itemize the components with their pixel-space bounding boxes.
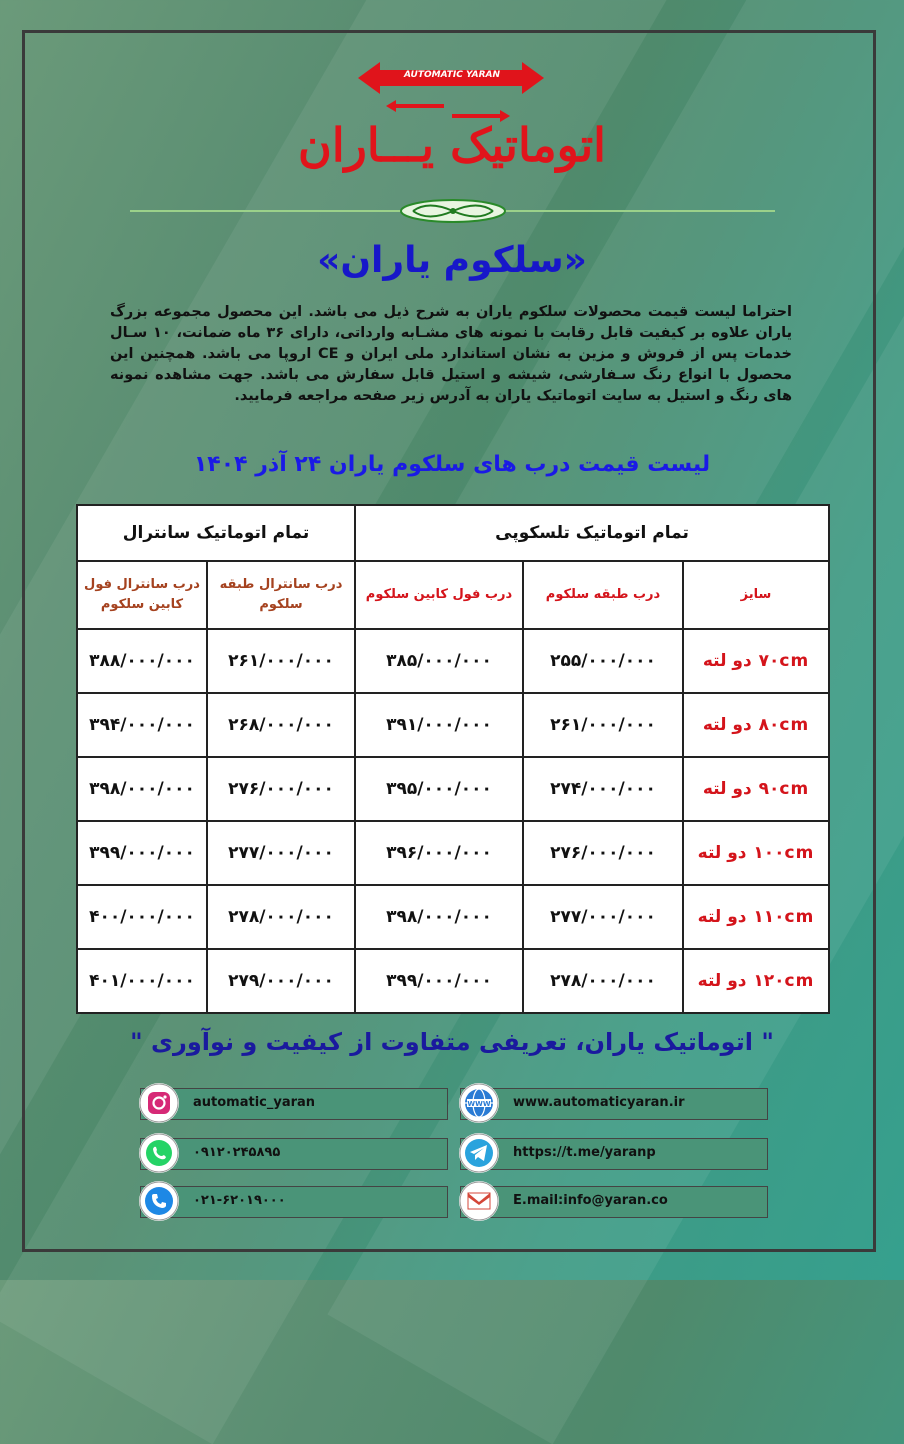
whatsapp-number: ۰۹۱۲۰۲۴۵۸۹۵ xyxy=(193,1145,281,1160)
cell-price: ۳۸۵/۰۰۰/۰۰۰ xyxy=(355,629,523,693)
logo-tag: AUTOMATIC YARAN xyxy=(404,70,500,80)
email-contact[interactable] xyxy=(460,1186,768,1218)
cell-price: ۳۹۵/۰۰۰/۰۰۰ xyxy=(355,757,523,821)
instagram-contact[interactable] xyxy=(140,1088,448,1120)
cell-size: ۱۱۰cm دو لته xyxy=(683,885,829,949)
product-title: «سلکوم یاران» xyxy=(317,240,587,281)
cell-price: ۲۷۸/۰۰۰/۰۰۰ xyxy=(207,885,355,949)
cell-size: ۸۰cm دو لته xyxy=(683,693,829,757)
cell-price: ۲۵۵/۰۰۰/۰۰۰ xyxy=(523,629,683,693)
telegram-icon xyxy=(459,1133,499,1173)
header-tele-cabin: درب فول کابین سلکوم xyxy=(355,561,523,629)
ornament-icon xyxy=(398,198,508,224)
phone-number: ۰۲۱-۶۲۰۱۹۰۰۰ xyxy=(193,1193,286,1208)
table-row xyxy=(77,629,829,693)
header-size: سایز xyxy=(683,561,829,629)
cell-price: ۴۰۰/۰۰۰/۰۰۰ xyxy=(77,885,207,949)
header-tele-floor: درب طبقه سلکوم xyxy=(523,561,683,629)
brand-name: اتوماتیک یـــاران xyxy=(298,118,606,172)
intro-paragraph: احتراما لیست قیمت محصولات سلکوم یاران به شرح ذیل می باشد. این محصول مجموعه بزرگ یاران علاوه بر کیفیت قابل رقابت با نمونه های مشـابه وارداتی، دارای ۳۶ ماه ضمانت، ۱۰ سـال خدمات پس از فروش و مزین به نشان استاندارد ملی ایران و CE اروپا می باشد. همچنین این محصول با انواع رنگ سـفارشی، شیشه و استیل قابل سفارش می باشد. جهت مشاهده نمونه های رنگ و استیل به سایت اتوماتیک یاران به آدرس زیر صفحه مراجعه فرمایید. xyxy=(110,304,793,404)
table-row xyxy=(77,821,829,885)
cell-price: ۳۸۸/۰۰۰/۰۰۰ xyxy=(77,629,207,693)
cell-price: ۲۷۶/۰۰۰/۰۰۰ xyxy=(207,757,355,821)
cell-price: ۲۷۴/۰۰۰/۰۰۰ xyxy=(523,757,683,821)
cell-price: ۳۹۹/۰۰۰/۰۰۰ xyxy=(77,821,207,885)
cell-price: ۲۷۸/۰۰۰/۰۰۰ xyxy=(523,949,683,1013)
cell-price: ۳۹۴/۰۰۰/۰۰۰ xyxy=(77,693,207,757)
cell-price: ۲۷۷/۰۰۰/۰۰۰ xyxy=(523,885,683,949)
group-telescopic: تمام اتوماتیک تلسکوپی xyxy=(355,505,829,561)
whatsapp-icon xyxy=(139,1133,179,1173)
cell-price: ۲۷۷/۰۰۰/۰۰۰ xyxy=(207,821,355,885)
table-row xyxy=(77,885,829,949)
slogan: " اتوماتیک یاران، تعریفی متفاوت از کیفیت و نوآوری " xyxy=(130,1028,774,1056)
price-list-title: لیست قیمت درب های سلکوم یاران ۲۴ آذر ۱۴۰۴ xyxy=(193,452,711,477)
cell-price: ۳۹۸/۰۰۰/۰۰۰ xyxy=(77,757,207,821)
cell-price: ۳۹۸/۰۰۰/۰۰۰ xyxy=(355,885,523,949)
cell-price: ۲۶۱/۰۰۰/۰۰۰ xyxy=(207,629,355,693)
cell-price: ۴۰۱/۰۰۰/۰۰۰ xyxy=(77,949,207,1013)
cell-price: ۳۹۹/۰۰۰/۰۰۰ xyxy=(355,949,523,1013)
cell-size: ۱۲۰cm دو لته xyxy=(683,949,829,1013)
instagram-icon xyxy=(139,1083,179,1123)
phone-contact[interactable] xyxy=(140,1186,448,1218)
phone-icon xyxy=(139,1181,179,1221)
header-central-cabin: درب سانترال فول کابین سلکوم xyxy=(77,561,207,629)
cell-size: ۷۰cm دو لته xyxy=(683,629,829,693)
cell-price: ۲۷۹/۰۰۰/۰۰۰ xyxy=(207,949,355,1013)
table-row xyxy=(77,757,829,821)
globe-icon xyxy=(459,1083,499,1123)
price-table xyxy=(76,504,830,1014)
website-url: www.automaticyaran.ir xyxy=(513,1095,685,1110)
cell-price: ۳۹۶/۰۰۰/۰۰۰ xyxy=(355,821,523,885)
cell-size: ۹۰cm دو لته xyxy=(683,757,829,821)
telegram-link: https://t.me/yaranp xyxy=(513,1145,656,1160)
telegram-contact[interactable] xyxy=(460,1138,768,1170)
table-row xyxy=(77,693,829,757)
header-central-floor: درب سانترال طبقه سلکوم xyxy=(207,561,355,629)
cell-price: ۳۹۱/۰۰۰/۰۰۰ xyxy=(355,693,523,757)
table-row xyxy=(77,949,829,1013)
gmail-icon xyxy=(459,1181,499,1221)
cell-size: ۱۰۰cm دو لته xyxy=(683,821,829,885)
cell-price: ۲۷۶/۰۰۰/۰۰۰ xyxy=(523,821,683,885)
whatsapp-contact[interactable] xyxy=(140,1138,448,1170)
group-central: تمام اتوماتیک سانترال xyxy=(77,505,355,561)
svg-text:WWW: WWW xyxy=(467,1100,491,1108)
email-address: E.mail:info@yaran.co xyxy=(513,1193,668,1208)
cell-price: ۲۶۸/۰۰۰/۰۰۰ xyxy=(207,693,355,757)
instagram-handle: automatic_yaran xyxy=(193,1095,316,1110)
cell-price: ۲۶۱/۰۰۰/۰۰۰ xyxy=(523,693,683,757)
website-contact[interactable] xyxy=(460,1088,768,1120)
